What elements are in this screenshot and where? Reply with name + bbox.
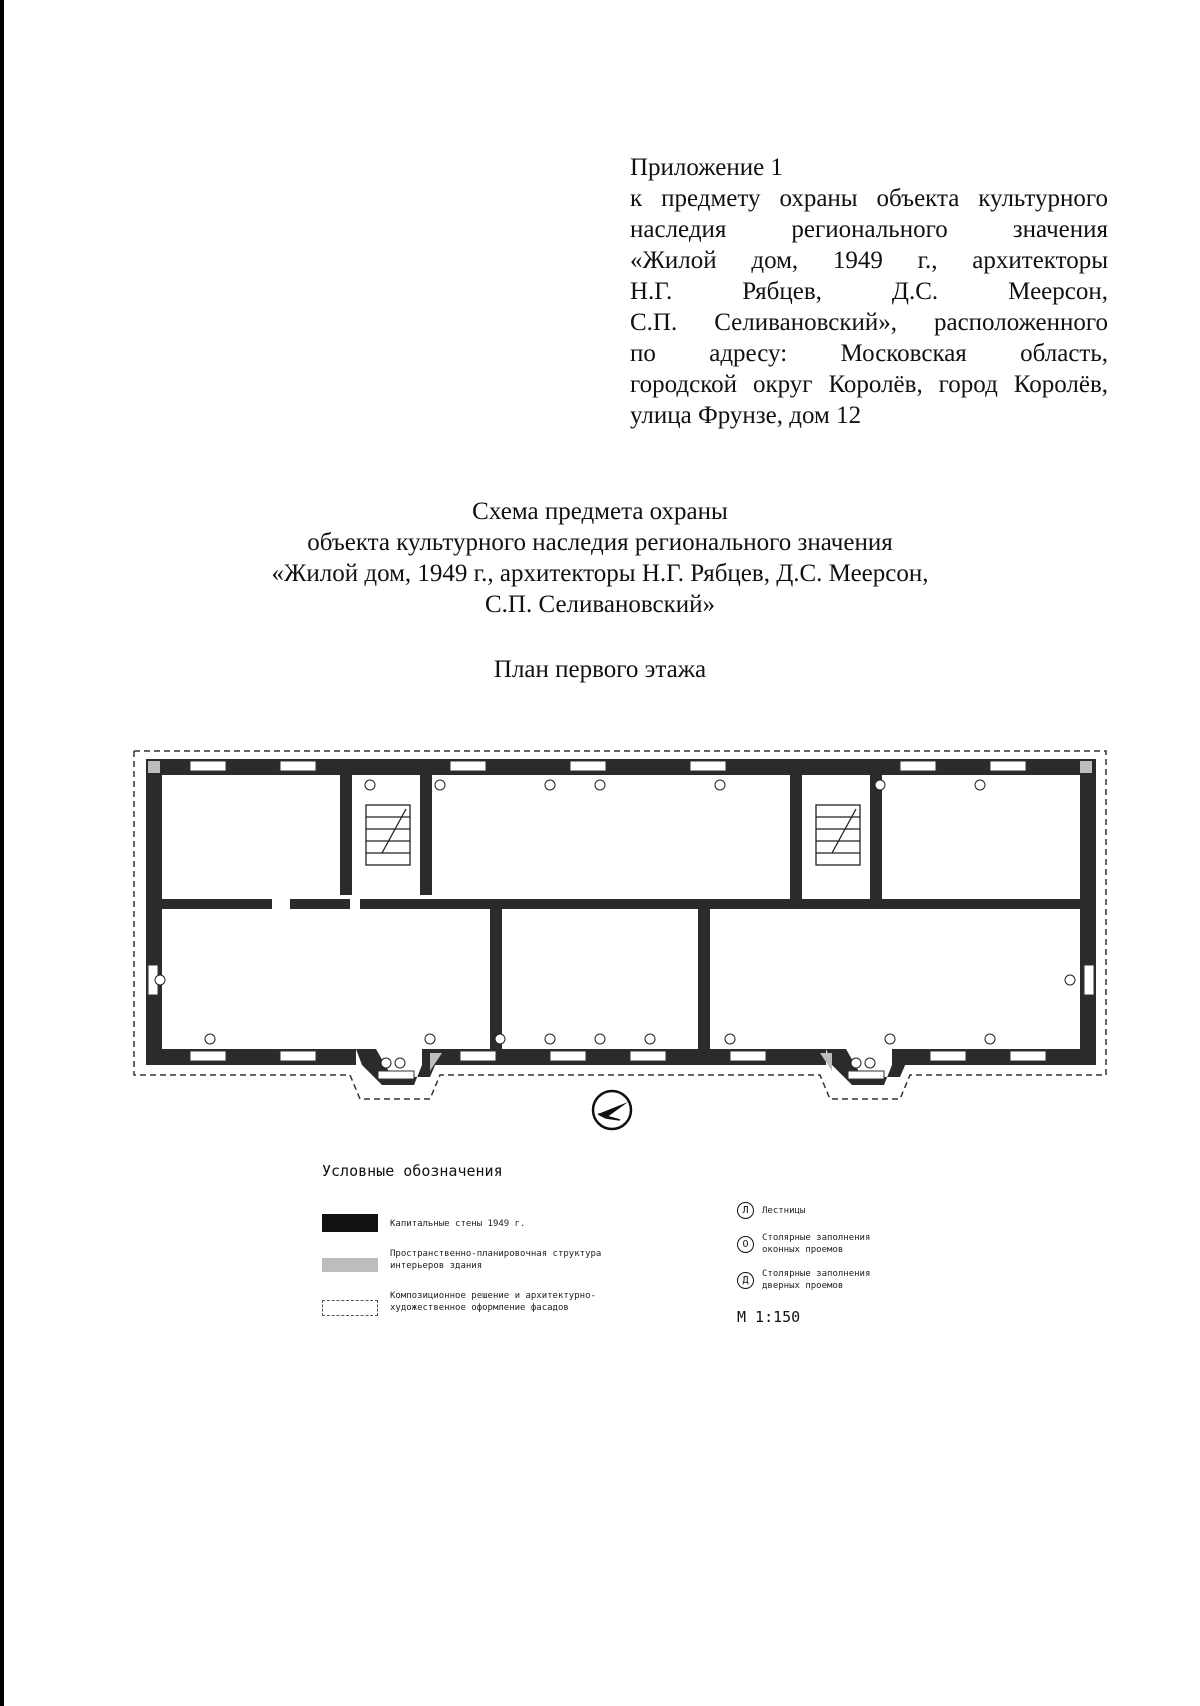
wall-partition-1 [490, 909, 502, 1049]
appendix-line: к предмету охраны объекта культурного [630, 185, 1108, 212]
legend-interior-swatch [322, 1258, 378, 1272]
wall-corridor-3 [360, 899, 1080, 909]
document-title [0, 496, 1200, 620]
legend-windows-label [762, 1232, 870, 1256]
window-marker [435, 780, 445, 790]
window-marker [545, 780, 555, 790]
compass-icon [590, 1088, 634, 1132]
legend-stairs-label: Лестницы [762, 1206, 806, 1216]
window [990, 761, 1026, 771]
floor-title: План первого этажа [493, 656, 707, 683]
window-marker [365, 780, 375, 790]
window-marker [545, 1034, 555, 1044]
legend-interior-line: Пространственно-планировочная структура [390, 1249, 602, 1259]
wall-stair-2b [870, 775, 882, 899]
legend-doors-line: дверных проемов [762, 1281, 844, 1291]
window-marker [595, 780, 605, 790]
appendix-line: улица Фрунзе, дом 12 [630, 402, 862, 429]
window-marker [885, 1034, 895, 1044]
window [730, 1051, 766, 1061]
window [1084, 965, 1094, 995]
interior-corner [1080, 761, 1092, 773]
appendix-line: С.П. Селивановский», расположенного [630, 309, 1108, 336]
legend-doors-line: Столярные заполнения [762, 1269, 871, 1279]
legend-walls-swatch [322, 1214, 378, 1232]
window-marker [725, 1034, 735, 1044]
window [550, 1051, 586, 1061]
wall-stair-1a [340, 775, 352, 895]
wall-bottom-left [146, 1049, 356, 1065]
window [460, 1051, 496, 1061]
window-marker [381, 1058, 391, 1068]
title-line: Схема предмета охраны [472, 498, 728, 525]
legend-interior-line: интерьеров здания [390, 1261, 483, 1271]
legend-facade-label [390, 1290, 596, 1314]
title-line: С.П. Селивановский» [484, 591, 716, 618]
wall-corridor-1 [162, 899, 272, 909]
legend-facade-line: Композиционное решение и архитектурно- [390, 1291, 596, 1301]
window-marker [595, 1034, 605, 1044]
window-marker [395, 1058, 405, 1068]
appendix-line: по адресу: Московская область, [630, 340, 1108, 367]
wall-stair-1b [420, 775, 432, 895]
stairs-symbol-icon: Л [737, 1202, 754, 1219]
window-marker [985, 1034, 995, 1044]
legend-facade-line: художественное оформление фасадов [390, 1303, 569, 1313]
interior-marks [148, 761, 1092, 1071]
legend-facade-swatch [322, 1300, 378, 1316]
wall-stair-2a [790, 775, 802, 899]
window-marker [495, 1034, 505, 1044]
windows-symbol-icon: О [737, 1236, 754, 1253]
window [900, 761, 936, 771]
stairs-left [366, 805, 410, 865]
wall-corridor-2 [290, 899, 350, 909]
window [930, 1051, 966, 1061]
window-marker [715, 780, 725, 790]
window [450, 761, 486, 771]
appendix-line: городской округ Королёв, город Королёв, [630, 371, 1108, 398]
window-marker [851, 1058, 861, 1068]
title-line: объекта культурного наследия регионального значения [307, 529, 893, 556]
window-marker [865, 1058, 875, 1068]
window-marker [975, 780, 985, 790]
scan-edge [0, 0, 4, 1706]
walls [146, 759, 1096, 1085]
scale-label: М 1:150 [737, 1308, 801, 1326]
window-marker [205, 1034, 215, 1044]
appendix-block [630, 152, 1108, 431]
window [630, 1051, 666, 1061]
window [690, 761, 726, 771]
stairs-right [816, 805, 860, 865]
stair-run [382, 809, 406, 853]
floor-plan [130, 745, 1110, 1105]
window [848, 1071, 884, 1079]
appendix-line: Н.Г. Рябцев, Д.С. Меерсон, [630, 278, 1108, 305]
appendix-line: наследия регионального значения [630, 216, 1108, 243]
window-marker [155, 975, 165, 985]
window [190, 761, 226, 771]
interior-corner [148, 761, 160, 773]
title-line: «Жилой дом, 1949 г., архитекторы Н.Г. Рябцев, Д.С. Меерсон, [271, 560, 929, 587]
stair-run [832, 809, 856, 853]
wall-partition-2 [698, 909, 710, 1049]
window-marker [645, 1034, 655, 1044]
window [378, 1071, 414, 1079]
window [280, 1051, 316, 1061]
appendix-line: Приложение 1 [630, 154, 783, 181]
window [280, 761, 316, 771]
window [1010, 1051, 1046, 1061]
facade-outline [134, 751, 1106, 1099]
facade-dash [134, 751, 1106, 1099]
legend-windows-line: Столярные заполнения [762, 1233, 871, 1243]
window-markers [155, 780, 1075, 1068]
window [570, 761, 606, 771]
legend-doors-label [762, 1268, 870, 1292]
legend-title: Условные обозначения [322, 1162, 503, 1180]
legend-walls-label: Капитальные стены 1949 г. [390, 1219, 526, 1229]
wall-right [1080, 759, 1096, 1065]
legend-windows-line: оконных проемов [762, 1245, 844, 1255]
windows-side [148, 965, 1094, 995]
window-marker [875, 780, 885, 790]
window [190, 1051, 226, 1061]
wall-bottom-right [892, 1049, 1096, 1065]
window-marker [425, 1034, 435, 1044]
appendix-line: «Жилой дом, 1949 г., архитекторы [630, 247, 1108, 274]
window-marker [1065, 975, 1075, 985]
legend-interior-label [390, 1248, 601, 1272]
wall-left [146, 759, 162, 1065]
doors-symbol-icon: Д [737, 1272, 754, 1289]
